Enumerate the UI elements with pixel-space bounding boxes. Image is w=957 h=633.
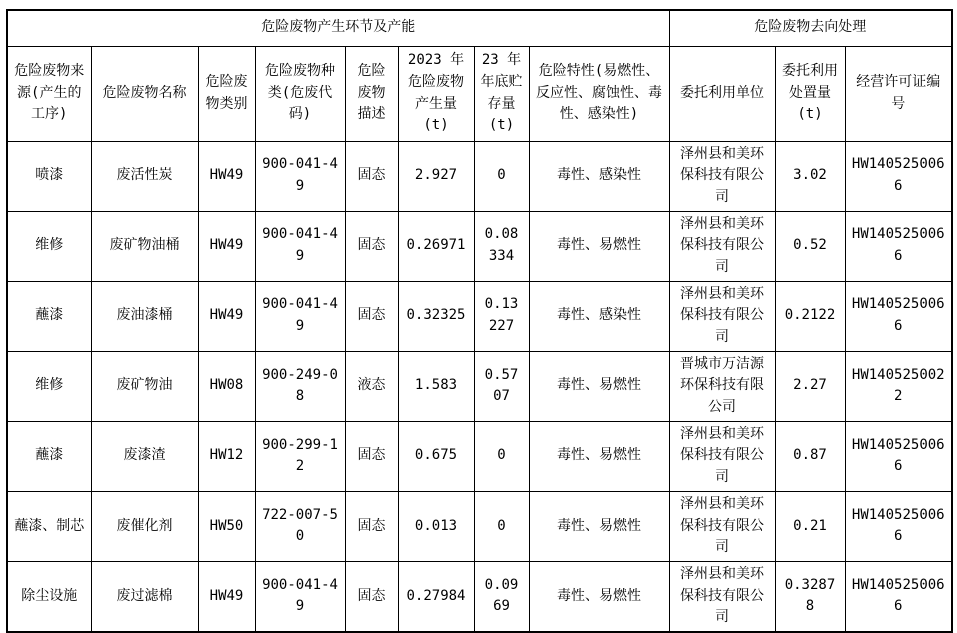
table-cell: 0.5707 bbox=[474, 351, 529, 421]
table-cell: 毒性、易燃性 bbox=[529, 561, 669, 632]
table-cell: 900-041-49 bbox=[255, 211, 345, 281]
table-row bbox=[7, 211, 952, 281]
column-header: 危险废物种类(危废代码) bbox=[255, 46, 345, 141]
table-cell: 泽州县和美环保科技有限公司 bbox=[669, 421, 775, 491]
table-cell: 毒性、易燃性 bbox=[529, 211, 669, 281]
column-header: 危险特性(易燃性、反应性、腐蚀性、毒性、感染性) bbox=[529, 46, 669, 141]
table-cell: 液态 bbox=[345, 351, 398, 421]
table-body bbox=[7, 141, 952, 632]
table-cell: 0.13227 bbox=[474, 281, 529, 351]
table-row bbox=[7, 421, 952, 491]
table-cell: 0.87 bbox=[775, 421, 845, 491]
table-cell: 0.26971 bbox=[398, 211, 474, 281]
table-cell: 0.0969 bbox=[474, 561, 529, 632]
table-cell: 0 bbox=[474, 491, 529, 561]
table-cell: 除尘设施 bbox=[7, 561, 91, 632]
table-cell: 毒性、感染性 bbox=[529, 281, 669, 351]
table-cell: 900-299-12 bbox=[255, 421, 345, 491]
table-cell: 废活性炭 bbox=[91, 141, 198, 211]
table-cell: 蘸漆 bbox=[7, 421, 91, 491]
table-cell: 废油漆桶 bbox=[91, 281, 198, 351]
table-cell: HW49 bbox=[198, 281, 255, 351]
table-cell: 固态 bbox=[345, 281, 398, 351]
table-cell: 泽州县和美环保科技有限公司 bbox=[669, 491, 775, 561]
table-cell: 900-041-49 bbox=[255, 561, 345, 632]
column-header: 经营许可证编号 bbox=[845, 46, 952, 141]
table-row bbox=[7, 141, 952, 211]
table-cell: 2.927 bbox=[398, 141, 474, 211]
table-cell: HW1405250066 bbox=[845, 561, 952, 632]
table-cell: 废催化剂 bbox=[91, 491, 198, 561]
table-cell: 废矿物油 bbox=[91, 351, 198, 421]
table-cell: 0.32878 bbox=[775, 561, 845, 632]
group-header: 危险废物去向处理 bbox=[669, 10, 952, 46]
table-cell: 毒性、易燃性 bbox=[529, 421, 669, 491]
table-cell: HW49 bbox=[198, 211, 255, 281]
table-cell: HW50 bbox=[198, 491, 255, 561]
table-cell: 固态 bbox=[345, 561, 398, 632]
column-header: 23 年年底贮存量(t) bbox=[474, 46, 529, 141]
table-cell: 722-007-50 bbox=[255, 491, 345, 561]
group-header-row bbox=[7, 10, 952, 46]
table-cell: 3.02 bbox=[775, 141, 845, 211]
table-cell: HW08 bbox=[198, 351, 255, 421]
table-cell: HW49 bbox=[198, 141, 255, 211]
table-cell: 泽州县和美环保科技有限公司 bbox=[669, 561, 775, 632]
table-cell: 0.08334 bbox=[474, 211, 529, 281]
table-cell: 毒性、易燃性 bbox=[529, 351, 669, 421]
table-cell: 900-249-08 bbox=[255, 351, 345, 421]
table-cell: HW1405250066 bbox=[845, 281, 952, 351]
table-cell: 900-041-49 bbox=[255, 281, 345, 351]
column-header: 危险废物描述 bbox=[345, 46, 398, 141]
table-cell: 泽州县和美环保科技有限公司 bbox=[669, 281, 775, 351]
group-header: 危险废物产生环节及产能 bbox=[7, 10, 669, 46]
table-cell: HW12 bbox=[198, 421, 255, 491]
table-cell: 固态 bbox=[345, 421, 398, 491]
table-cell: 废过滤棉 bbox=[91, 561, 198, 632]
table-cell: 固态 bbox=[345, 141, 398, 211]
column-header: 危险废物来源(产生的工序) bbox=[7, 46, 91, 141]
table-cell: 废漆渣 bbox=[91, 421, 198, 491]
table-cell: 1.583 bbox=[398, 351, 474, 421]
column-header: 委托利用处置量(t) bbox=[775, 46, 845, 141]
table-cell: 0.013 bbox=[398, 491, 474, 561]
table-cell: HW1405250066 bbox=[845, 211, 952, 281]
table-cell: 蘸漆 bbox=[7, 281, 91, 351]
table-cell: 喷漆 bbox=[7, 141, 91, 211]
column-header: 2023 年危险废物产生量(t) bbox=[398, 46, 474, 141]
table-cell: HW1405250066 bbox=[845, 421, 952, 491]
table-header bbox=[7, 10, 952, 141]
table-cell: 维修 bbox=[7, 211, 91, 281]
hazardous-waste-table bbox=[6, 9, 953, 633]
table-cell: 0.27984 bbox=[398, 561, 474, 632]
table-row bbox=[7, 281, 952, 351]
table-cell: 维修 bbox=[7, 351, 91, 421]
table-cell: HW49 bbox=[198, 561, 255, 632]
table-cell: 0 bbox=[474, 141, 529, 211]
table-cell: 毒性、感染性 bbox=[529, 141, 669, 211]
table-cell: 废矿物油桶 bbox=[91, 211, 198, 281]
table-cell: 固态 bbox=[345, 491, 398, 561]
table-cell: 0.21 bbox=[775, 491, 845, 561]
table-cell: 0.675 bbox=[398, 421, 474, 491]
table-cell: HW1405250066 bbox=[845, 491, 952, 561]
table-cell: 2.27 bbox=[775, 351, 845, 421]
table-cell: 0.32325 bbox=[398, 281, 474, 351]
table-cell: 晋城市万洁源环保科技有限公司 bbox=[669, 351, 775, 421]
table-row bbox=[7, 351, 952, 421]
table-cell: 0 bbox=[474, 421, 529, 491]
column-header-row bbox=[7, 46, 952, 141]
table-row bbox=[7, 561, 952, 632]
table-cell: 0.2122 bbox=[775, 281, 845, 351]
table-row bbox=[7, 491, 952, 561]
table-cell: 毒性、易燃性 bbox=[529, 491, 669, 561]
table-cell: HW1405250066 bbox=[845, 141, 952, 211]
table-cell: 蘸漆、制芯 bbox=[7, 491, 91, 561]
table-cell: HW1405250022 bbox=[845, 351, 952, 421]
table-cell: 900-041-49 bbox=[255, 141, 345, 211]
table-cell: 泽州县和美环保科技有限公司 bbox=[669, 211, 775, 281]
column-header: 委托利用单位 bbox=[669, 46, 775, 141]
column-header: 危险废物名称 bbox=[91, 46, 198, 141]
table-cell: 固态 bbox=[345, 211, 398, 281]
column-header: 危险废物类别 bbox=[198, 46, 255, 141]
table-cell: 泽州县和美环保科技有限公司 bbox=[669, 141, 775, 211]
table-cell: 0.52 bbox=[775, 211, 845, 281]
